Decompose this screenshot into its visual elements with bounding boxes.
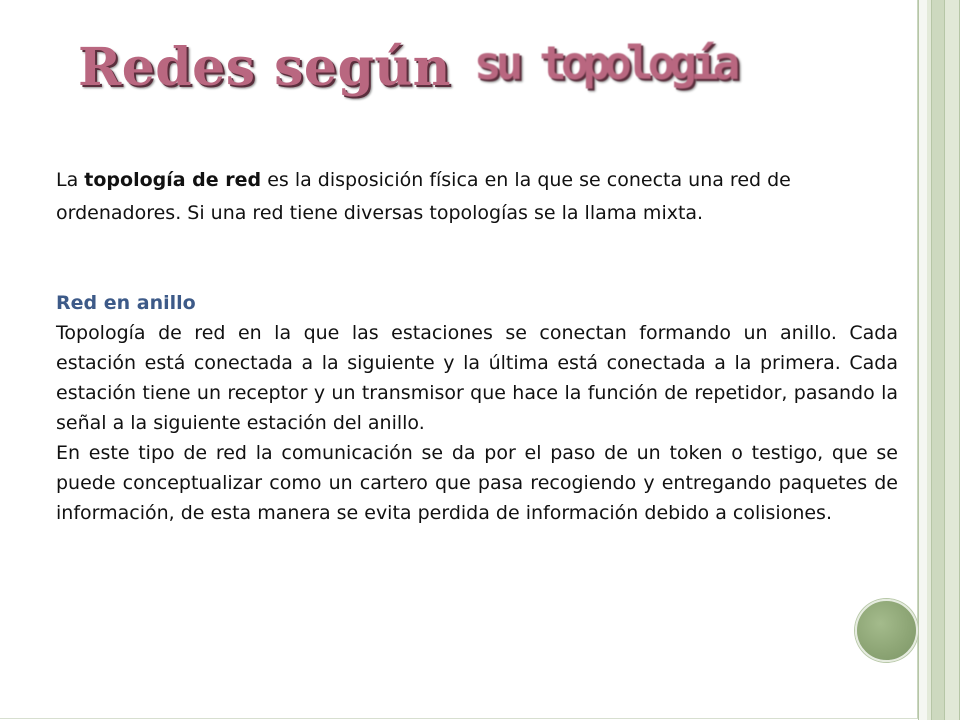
intro-rest: es la disposición física en la que se conecta una red de ordenadores. Si una red tiene diversas topologías se la llama mixta.: [56, 169, 791, 224]
section-paragraph-2: En este tipo de red la comunicación se da por el paso de un token o testigo, que se puede conceptualizar como un cartero que pasa recogiendo y entregando paquetes de información, de esta manera se evita perdida de información debido a colisiones.: [56, 442, 898, 524]
decorative-circle: [855, 599, 918, 662]
section-paragraph-1: Topología de red en la que las estaciones se conectan formando un anillo. Cada estación está conectada a la siguiente y la última está conectada a la primera. Cada estación tiene un receptor y un transmisor que hace la función de repetidor, pasando la señal a la siguiente estación del anillo.: [56, 322, 898, 434]
right-decorative-band: [919, 0, 927, 720]
right-decorative-band: [932, 0, 944, 720]
title-secondary-text: su topología: [474, 36, 735, 90]
intro-prefix: La: [56, 169, 85, 191]
section-heading: Red en anillo: [56, 292, 196, 314]
band-divider: [918, 0, 919, 720]
slide-title: [78, 36, 898, 106]
intro-paragraph: [56, 164, 902, 230]
band-divider: [944, 0, 945, 720]
title-main-text: Redes según: [78, 37, 451, 98]
right-decorative-band: [944, 0, 960, 720]
ring-topology-section: [56, 288, 898, 528]
intro-bold-term: topología de red: [84, 169, 262, 191]
band-divider: [931, 0, 932, 720]
